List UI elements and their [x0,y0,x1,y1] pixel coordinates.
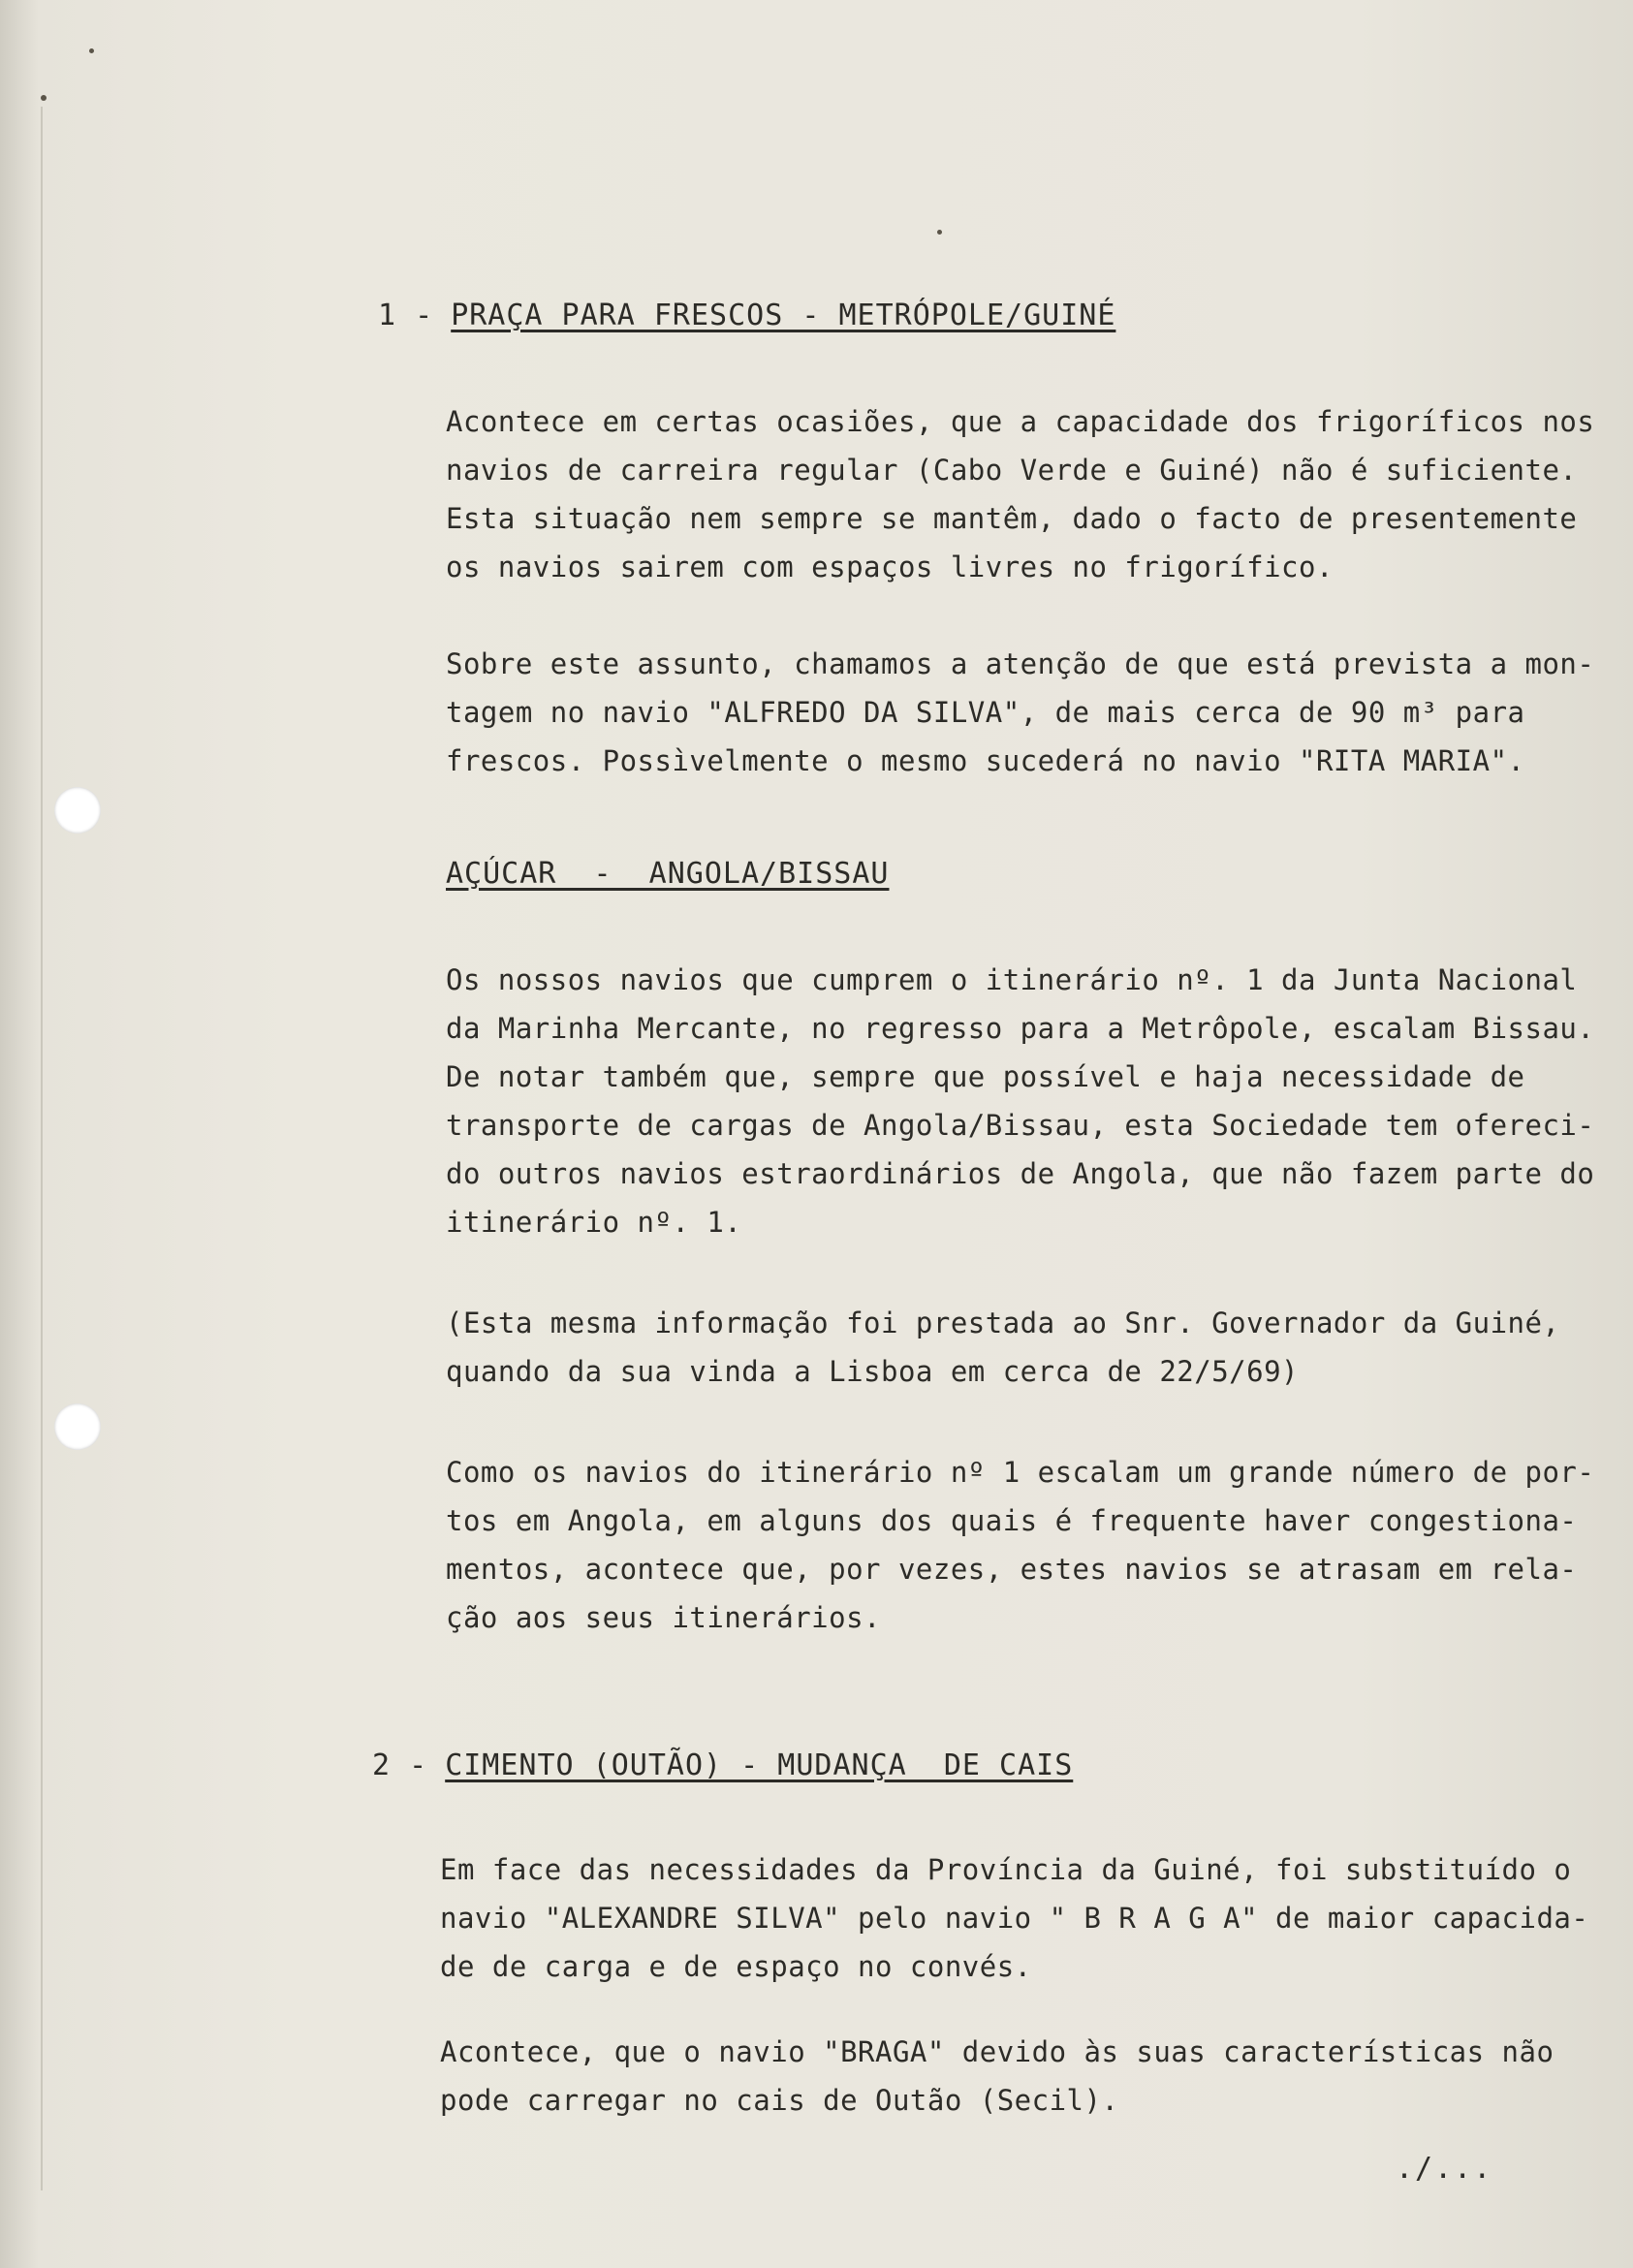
text-line: Acontece, que o navio "BRAGA" devido às suas características não [440,2035,1554,2068]
text-line: Em face das necessidades da Província da Guiné, foi substituído o [440,1853,1572,1886]
text-line: quando da sua vinda a Lisboa em cerca de 22/5/69) [446,1355,1300,1388]
paragraph [440,2028,1584,2125]
paper-edge-shadow [41,107,43,2190]
text-line: Sobre este assunto, chamamos a atenção de que está prevista a mon- [446,647,1595,680]
section-heading [446,857,889,891]
text-line: De notar também que, sempre que possível e haja necessidade de [446,1060,1525,1093]
paragraph [440,1845,1589,1991]
punch-hole [54,1403,101,1450]
section-title: CIMENTO (OUTÃO) - MUDANÇA DE CAIS [445,1748,1074,1782]
section-heading [378,299,1115,332]
text-line: navios de carreira regular (Cabo Verde e Guiné) não é suficiente. [446,454,1578,487]
text-line: frescos. Possìvelmente o mesmo sucederá no navio "RITA MARIA". [446,744,1525,777]
text-line: os navios sairem com espaços livres no frigorífico. [446,551,1334,583]
text-line: navio "ALEXANDRE SILVA" pelo navio " B R A G A" de maior capacida- [440,1902,1589,1935]
paragraph [446,1299,1589,1396]
paragraph [446,397,1595,591]
text-line: (Esta mesma informação foi prestada ao Snr. Governador da Guiné, [446,1307,1560,1339]
text-line: da Marinha Mercante, no regresso para a Metrôpole, escalam Bissau. [446,1012,1595,1045]
text-line: tagem no navio "ALFREDO DA SILVA", de mais cerca de 90 m³ para [446,696,1525,729]
section-heading [372,1748,1073,1782]
paper-speck [937,230,942,235]
section-number: 1 - [378,299,434,332]
text-line: do outros navios estraordinários de Angola, que não fazem parte do [446,1157,1595,1190]
text-line: Como os navios do itinerário nº 1 escalam um grande número de por- [446,1456,1595,1489]
section-title: AÇÚCAR - ANGOLA/BISSAU [446,857,890,891]
text-line: de de carga e de espaço no convés. [440,1950,1032,1983]
text-line: mentos, acontece que, por vezes, estes navios se atrasam em rela- [446,1553,1578,1586]
paper-speck [89,48,94,53]
paper-speck [41,95,47,101]
text-line: Os nossos navios que cumprem o itinerário nº. 1 da Junta Nacional [446,963,1578,996]
text-line: Acontece em certas ocasiões, que a capacidade dos frigoríficos nos [446,405,1595,438]
text-line: pode carregar no cais de Outão (Secil). [440,2084,1119,2117]
text-line: tos em Angola, em alguns dos quais é frequente haver congestiona- [446,1504,1578,1537]
paragraph [446,1448,1595,1642]
section-number: 2 - [372,1748,428,1782]
section-title: PRAÇA PARA FRESCOS - METRÓPOLE/GUINÉ [451,299,1116,332]
continuation-mark: ./... [1396,2152,1493,2186]
paragraph [446,640,1595,785]
text-line: transporte de cargas de Angola/Bissau, esta Sociedade tem ofereci- [446,1109,1595,1142]
text-line: ção aos seus itinerários. [446,1601,881,1634]
text-line: Esta situação nem sempre se mantêm, dado o facto de presentemente [446,502,1578,535]
text-line: itinerário nº. 1. [446,1206,742,1239]
paragraph [446,956,1595,1246]
punch-hole [54,787,101,834]
